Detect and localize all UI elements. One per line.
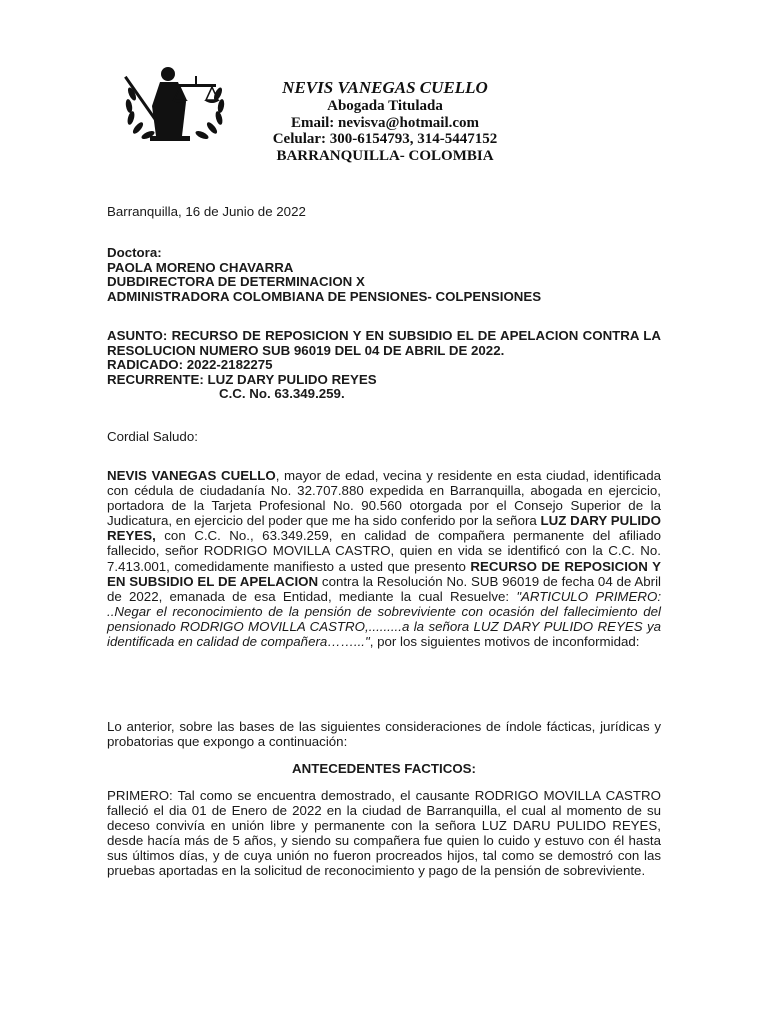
recipient-salutation: Doctora: (107, 245, 162, 260)
intro-text-1: , mayor de edad, vecina y residente en esta ciudad, identificada con cédula de ciudadanía No. 32.707.880 expedida en Barranquilla, abogada en ejercicio, portadora de la Tarjeta Profesional No. 90.560 otorgada por el Consejo Superior de la Judicatura, en ejercicio del poder que me ha sido conferido por la señora (107, 468, 661, 529)
subject-cc: C.C. No. 63.349.259. (219, 386, 345, 402)
lawyer-name: NEVIS VANEGAS CUELLO (282, 78, 488, 97)
paragraph-primero: PRIMERO: Tal como se encuentra demostrado, el causante RODRIGO MOVILLA CASTRO falleció el dia 01 de Enero de 2022 en la ciudad de Barranquilla, el cual al momento de su deceso convivía en unión libre y permanente con la señora LUZ DARU PULIDO REYES, desde hacía más de 5 años, y siendo su compañera fue quien lo cuido y estuvo con él hasta sus últimos días, y de cuya unión no fueron procreados hijos, tal como se demostró con las pruebas aportadas en la solicitud de reconocimiento y pago de la pensión de sobreviviente. (107, 788, 661, 879)
paragraph-considerations: Lo anterior, sobre las bases de las siguientes consideraciones de índole fácticas, jurídicas y probatorias que expongo a continuación: (107, 719, 661, 750)
subject-radicado: RADICADO: 2022-2182275 (107, 357, 273, 373)
client-name-inline: LUZ DARY PULIDO REYES, (107, 513, 661, 544)
recipient-position: DUBDIRECTORA DE DETERMINACION X (107, 274, 365, 289)
resolution-quote: "ARTICULO PRIMERO: ..Negar el reconocimiento de la pensión de sobreviviente con ocasión del fallecimiento del pensionado RODRIGO MOVILLA CASTRO,.........a la señora LUZ DARY PULIDO REYES ya identificada en calidad de compañera……..." (107, 588, 662, 650)
section-heading: ANTECEDENTES FACTICOS: (292, 761, 476, 776)
lady-justice-scales-icon (120, 62, 230, 144)
recipient-entity: ADMINISTRADORA COLOMBIANA DE PENSIONES- COLPENSIONES (107, 288, 542, 304)
recipient-name: PAOLA MORENO CHAVARRA (107, 259, 294, 275)
intro-text-4: , por los siguientes motivos de inconformidad: (369, 634, 640, 650)
lawyer-city: BARRANQUILLA- COLOMBIA (276, 147, 494, 164)
letter-date: Barranquilla, 16 de Junio de 2022 (107, 204, 306, 219)
recurso-inline: RECURSO DE REPOSICION Y EN SUBSIDIO EL DE APELACION (107, 558, 661, 589)
letterhead (220, 78, 550, 164)
subject-recurrente: RECURRENTE: LUZ DARY PULIDO REYES (107, 371, 377, 387)
paragraph-intro (107, 468, 661, 649)
greeting: Cordial Saludo: (107, 429, 198, 444)
subject-block (107, 329, 661, 402)
intro-text-3: contra la Resolución No. SUB 96019 de fecha 04 de Abril de 2022, emanada de esa Entidad, mediante la cual Resuelve: (107, 573, 662, 604)
lawyer-title: Abogada Titulada (327, 98, 443, 114)
lawyer-email: Email: nevisva@hotmail.com (290, 114, 480, 131)
intro-text-2: con C.C. No., 63.349.259, en calidad de compañera permanente del afiliado fallecido, señor RODRIGO MOVILLA CASTRO, quien en vida se identificó con la C.C. No. 7.413.001, comedidamente manifiesto a usted que presento (107, 528, 661, 574)
lawyer-name-inline: NEVIS VANEGAS CUELLO (107, 468, 276, 483)
subject-asunto: ASUNTO: RECURSO DE REPOSICION Y EN SUBSIDIO EL DE APELACION CONTRA LA RESOLUCION NUMERO SUB 96019 DEL 04 DE ABRIL DE 2022. (107, 328, 661, 358)
lawyer-phone: Celular: 300-6154793, 314-5447152 (272, 131, 498, 147)
recipient-block (107, 246, 661, 304)
